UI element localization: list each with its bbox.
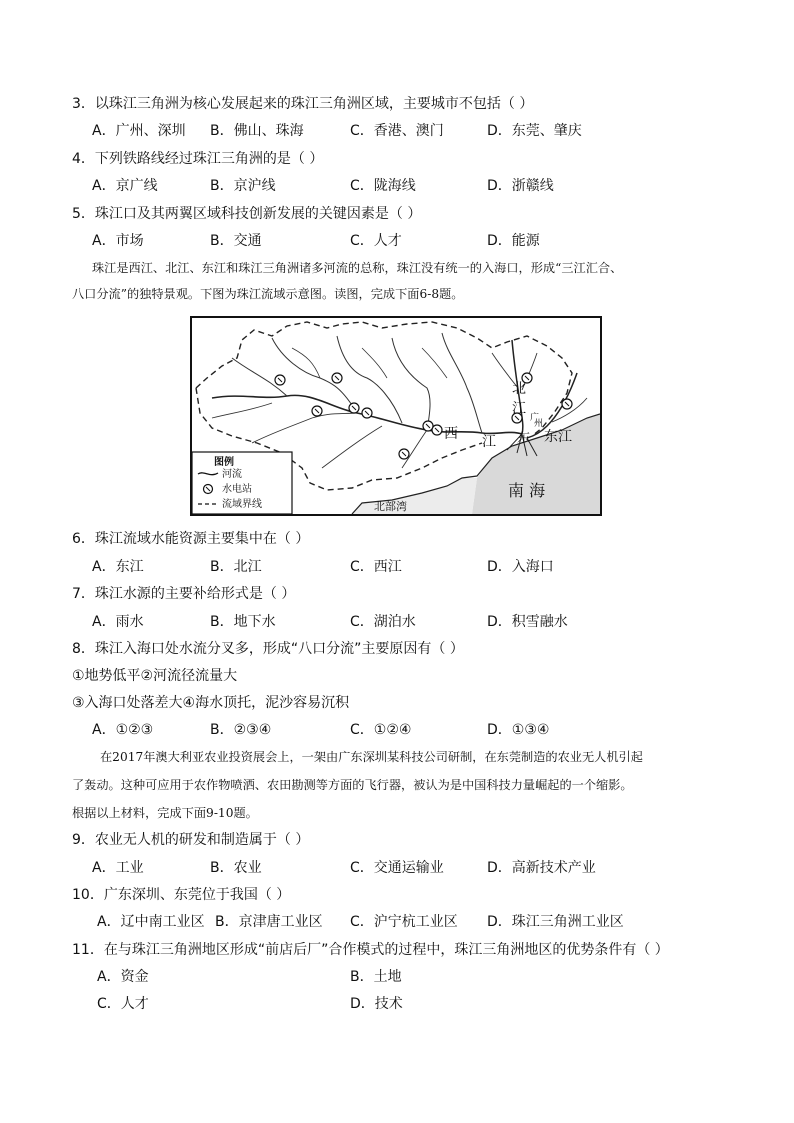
question-9-option-b[interactable]: B．农业 xyxy=(210,860,262,876)
question-8-option-d[interactable]: D．①③④ xyxy=(487,722,550,738)
question-5-stem: 5．珠江口及其两翼区域科技创新发展的关键因素是（ ） xyxy=(72,206,422,222)
question-6-option-c[interactable]: C．西江 xyxy=(350,559,402,575)
question-8-sub-2: ③入海口处落差大④海水顶托，泥沙容易沉积 xyxy=(72,695,350,711)
question-10-option-b[interactable]: B．京津唐工业区 xyxy=(215,914,323,930)
map-svg xyxy=(192,318,600,514)
map-label-xi: 西 xyxy=(444,426,458,442)
question-10-option-c[interactable]: C．沪宁杭工业区 xyxy=(350,914,458,930)
question-8-sub-1: ①地势低平②河流径流量大 xyxy=(72,668,238,684)
question-6-option-d[interactable]: D．入海口 xyxy=(487,559,554,575)
question-6-stem: 6．珠江流域水能资源主要集中在（ ） xyxy=(72,531,310,547)
map-label-jiang: 江 xyxy=(482,434,496,450)
passage-1-line-2: 八口分流”的独特景观。下图为珠江流域示意图。读图，完成下面6-8题。 xyxy=(72,287,464,301)
question-7-option-c[interactable]: C．湖泊水 xyxy=(350,614,416,630)
question-10-option-a[interactable]: A．辽中南工业区 xyxy=(97,914,205,930)
legend-river: 河流 xyxy=(222,469,242,480)
question-10-option-d[interactable]: D．珠江三角洲工业区 xyxy=(487,914,624,930)
question-10-stem: 10．广东深圳、东莞位于我国（ ） xyxy=(72,887,291,903)
question-7-option-a[interactable]: A．雨水 xyxy=(92,614,144,630)
map-label-dongjiang: 东江 xyxy=(544,429,572,445)
question-3-option-b[interactable]: B．佛山、珠海 xyxy=(210,123,304,139)
question-11-option-b[interactable]: B．土地 xyxy=(350,969,402,985)
question-7-option-d[interactable]: D．积雪融水 xyxy=(487,614,568,630)
question-11-option-a[interactable]: A．资金 xyxy=(97,969,149,985)
question-5-option-c[interactable]: C．人才 xyxy=(350,233,402,249)
question-3-option-c[interactable]: C．香港、澳门 xyxy=(350,123,444,139)
map-label-bei-jiang: 江 xyxy=(512,401,526,417)
question-11-stem: 11．在与珠江三角洲地区形成“前店后厂”合作模式的过程中，珠江三角洲地区的优势条件有（ ） xyxy=(72,942,669,958)
map-label-beibuwan: 北部湾 xyxy=(374,500,407,513)
question-4-stem: 4．下列铁路线经过珠江三角洲的是（ ） xyxy=(72,151,324,167)
question-8-option-a[interactable]: A．①②③ xyxy=(92,722,154,738)
passage-2-line-1: 在2017年澳大利亚农业投资展会上，一架由广东深圳某科技公司研制，在东莞制造的农业无人机引起 xyxy=(100,750,643,764)
legend-station: 水电站 xyxy=(222,484,252,495)
legend-title: 图例 xyxy=(214,457,234,468)
question-4-option-b[interactable]: B．京沪线 xyxy=(210,178,276,194)
legend-boundary: 流域界线 xyxy=(222,499,262,510)
question-9-option-d[interactable]: D．高新技术产业 xyxy=(487,860,596,876)
passage-2-line-3: 根据以上材料，完成下面9-10题。 xyxy=(72,806,258,820)
map-label-guang: 广 xyxy=(530,413,540,423)
question-8-stem: 8．珠江入海口处水流分叉多，形成“八口分流”主要原因有（ ） xyxy=(72,641,464,657)
map-label-guangzhou: 州 xyxy=(534,419,544,429)
map-label-bei: 北 xyxy=(512,381,526,397)
question-5-option-b[interactable]: B．交通 xyxy=(210,233,262,249)
question-9-stem: 9．农业无人机的研发和制造属于（ ） xyxy=(72,832,310,848)
question-9-option-c[interactable]: C．交通运输业 xyxy=(350,860,444,876)
question-3-stem: 3．以珠江三角洲为核心发展起来的珠江三角洲区域，主要城市不包括（ ） xyxy=(72,96,534,112)
question-6-option-b[interactable]: B．北江 xyxy=(210,559,262,575)
question-5-option-a[interactable]: A．市场 xyxy=(92,233,144,249)
map-label-dong-small: 东 xyxy=(517,431,531,446)
question-7-stem: 7．珠江水源的主要补给形式是（ ） xyxy=(72,586,296,602)
question-7-option-b[interactable]: B．地下水 xyxy=(210,614,276,630)
map-label-nanhai: 南 海 xyxy=(508,481,546,500)
pearl-river-basin-map xyxy=(190,316,602,516)
question-11-option-d[interactable]: D．技术 xyxy=(350,996,403,1012)
question-4-option-c[interactable]: C．陇海线 xyxy=(350,178,416,194)
question-8-option-b[interactable]: B．②③④ xyxy=(210,722,272,738)
question-9-option-a[interactable]: A．工业 xyxy=(92,860,144,876)
question-11-option-c[interactable]: C．人才 xyxy=(97,996,149,1012)
question-3-option-d[interactable]: D．东莞、肇庆 xyxy=(487,123,582,139)
question-4-option-d[interactable]: D．浙赣线 xyxy=(487,178,554,194)
map-legend xyxy=(192,452,292,514)
question-3-option-a[interactable]: A．广州、深圳 xyxy=(92,123,186,139)
question-4-option-a[interactable]: A．京广线 xyxy=(92,178,158,194)
question-6-option-a[interactable]: A．东江 xyxy=(92,559,144,575)
passage-2-line-2: 了轰动。这种可应用于农作物喷洒、农田勘测等方面的飞行器，被认为是中国科技力量崛起的一个缩影。 xyxy=(72,778,633,792)
question-8-option-c[interactable]: C．①②④ xyxy=(350,722,412,738)
question-5-option-d[interactable]: D．能源 xyxy=(487,233,540,249)
passage-1-line-1: 珠江是西江、北江、东江和珠江三角洲诸多河流的总称，珠江没有统一的入海口，形成“三江汇合、 xyxy=(92,261,623,275)
